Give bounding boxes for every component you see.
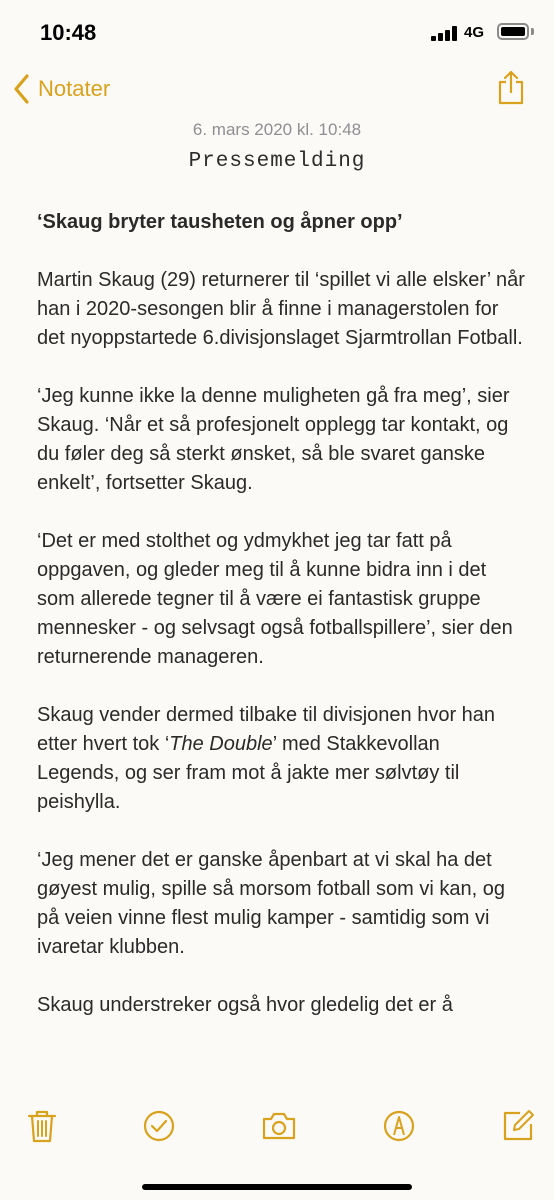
- note-title[interactable]: Pressemelding: [188, 150, 366, 173]
- checklist-button[interactable]: [141, 1108, 177, 1144]
- note-paragraph: [37, 701, 527, 817]
- note-headline: ‘Skaug bryter tausheten og åpner opp’: [37, 211, 403, 233]
- markup-icon: [381, 1108, 417, 1144]
- compose-button[interactable]: [500, 1108, 536, 1144]
- back-button[interactable]: [12, 72, 110, 106]
- note-paragraph: Martin Skaug (29) returnerer til ‘spillet vi alle elsker’ når han i 2020-sesongen blir å finne i managerstolen for det nyoppstartede 6.divisjonslaget Sjarmtrollan Fotball.: [37, 269, 525, 349]
- delete-button[interactable]: [24, 1108, 60, 1144]
- note-paragraph: ‘Jeg mener det er ganske åpenbart at vi skal ha det gøyest mulig, spille så morsom fotball som vi kan, og på veien vinne flest mulig kamper - samtidig som vi ivaretar klubben.: [37, 849, 505, 958]
- note-paragraph: ‘Det er med stolthet og ydmykhet jeg tar fatt på oppgaven, og gleder meg til å kunne bidra inn i det som allerede tegner til å være ei fantastisk gruppe mennesker - og selvsagt også fotballspillere’, sier den returnerende manageren.: [37, 530, 513, 668]
- paragraph-text: Skaug vender dermed tilbake til divisjonen hvor han etter hvert tok ‘: [37, 704, 496, 755]
- battery-icon: [497, 23, 529, 40]
- battery-tip: [531, 28, 534, 35]
- camera-icon: [260, 1108, 298, 1144]
- italic-text: The Double: [169, 733, 273, 755]
- share-button[interactable]: [496, 70, 526, 106]
- network-type: 4G: [464, 24, 485, 41]
- note-body[interactable]: [37, 208, 527, 1070]
- note-paragraph: ‘Jeg kunne ikke la denne muligheten gå fra meg’, sier Skaug. ‘Når et så profesjonelt opplegg tar kontakt, og du føler deg så sterkt ønsket, så ble svaret ganske enkelt’, fortsetter Skaug.: [37, 385, 510, 494]
- trash-icon: [24, 1108, 60, 1144]
- status-bar: [0, 0, 554, 64]
- back-label: Notater: [38, 76, 111, 101]
- note-date: 6. mars 2020 kl. 10:48: [192, 120, 362, 139]
- chevron-left-icon: [12, 72, 32, 106]
- status-time: 10:48: [40, 20, 97, 45]
- bottom-toolbar: [0, 1094, 554, 1164]
- paragraph-text: ’ med Stakkevollan Legends, og ser fram mot å jakte mer sølvtøy til peishylla.: [37, 733, 460, 813]
- camera-button[interactable]: [260, 1108, 298, 1144]
- signal-icon: [431, 25, 461, 41]
- checklist-icon: [141, 1108, 177, 1144]
- nav-bar: [0, 64, 554, 114]
- compose-icon: [500, 1108, 536, 1144]
- home-indicator[interactable]: [142, 1184, 412, 1190]
- share-icon: [496, 70, 526, 106]
- markup-button[interactable]: [381, 1108, 417, 1144]
- note-paragraph: Skaug understreker også hvor gledelig det er å: [37, 994, 453, 1016]
